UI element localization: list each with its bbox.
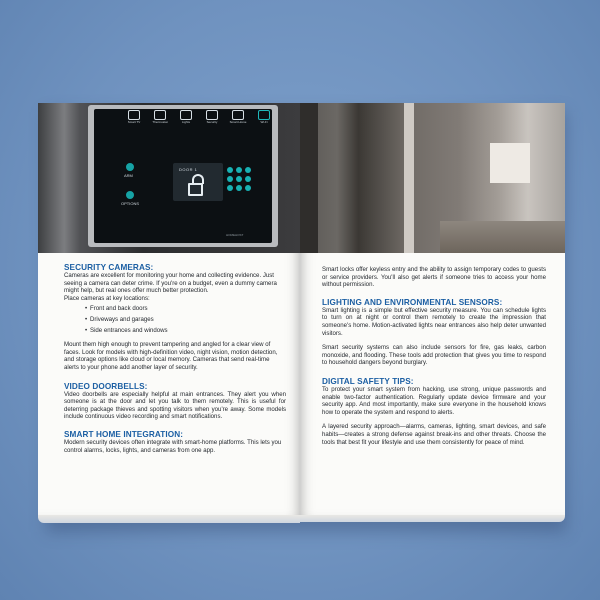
keypad-key xyxy=(236,185,242,191)
keypad-key xyxy=(236,176,242,182)
smart-home-heading: SMART HOME INTEGRATION: xyxy=(64,429,184,439)
security-panel-photo xyxy=(38,103,300,253)
light-icon xyxy=(180,110,192,124)
wifi-icon xyxy=(258,110,270,124)
lighting-para2: Smart security systems can also include sensors for fire, gas leaks, carbon monoxide, and flooding. These tools add protection that gives you time to respond to household dangers beyond burglary. xyxy=(322,344,546,367)
door-label: DOOR 1 xyxy=(179,167,198,172)
panel-icon-label: Security xyxy=(206,120,218,124)
left-page xyxy=(38,103,300,515)
list-item: • Driveways and garages xyxy=(64,316,286,324)
right-page-content xyxy=(322,266,546,446)
door-frame xyxy=(404,103,414,253)
hallway-photo xyxy=(300,103,565,253)
digital-para1: To protect your smart system from hacking, use strong, unique passwords and enable two-factor authentication. Regularly update device firmware and your security app. And most importantly, make sure everyone in the household knows how to operate the system and respond to alerts. xyxy=(322,385,546,416)
cameras-para2: Mount them high enough to prevent tampering and angled for a clear view of faces. Look for models with high-definition video, night vision, motion detection, and storage options like cloud or local memory. Cameras that send real-time alerts to your phone add another layer of security. xyxy=(64,341,278,371)
doorbells-heading: VIDEO DOORBELLS: xyxy=(64,381,148,391)
options-label: OPTIONS xyxy=(121,201,140,206)
panel-icon-label: Smart TV xyxy=(127,120,141,124)
lighting-heading: LIGHTING AND ENVIRONMENTAL SENSORS: xyxy=(322,297,503,307)
arm-label: ARM xyxy=(124,173,133,178)
keypad-key xyxy=(227,185,233,191)
right-page xyxy=(300,103,565,515)
right-page-edge xyxy=(300,515,565,522)
keypad-key xyxy=(227,176,233,182)
thermostat-icon xyxy=(152,110,168,124)
keypad xyxy=(227,167,251,191)
left-page-content xyxy=(64,263,286,454)
door-edge xyxy=(300,103,318,253)
panel-icon-label: Lights xyxy=(181,120,190,124)
camera-locations-list xyxy=(64,305,286,334)
panel-icon-label: Smart Home xyxy=(229,120,247,124)
keypad-key xyxy=(245,176,251,182)
cameras-heading: SECURITY CAMERAS: xyxy=(64,263,154,272)
keypad-key xyxy=(245,185,251,191)
list-item: • Side entrances and windows xyxy=(64,327,286,335)
locks-para: Smart locks offer keyless entry and the ability to assign temporary codes to guests or service providers. You'll also get alerts if someone tries to access your home without permission. xyxy=(322,266,546,289)
window xyxy=(490,143,530,183)
panel-icon-label: Wi-Fi xyxy=(260,120,268,124)
panel-top-icons xyxy=(127,110,270,124)
digital-para2: A layered security approach—alarms, cameras, lighting, smart devices, and safe habits—creates a strong defense against break-ins and other threats. Choose the tools that best fit your lifestyle and use them consistently for peace of mind. xyxy=(322,423,546,446)
keypad-key xyxy=(227,167,233,173)
left-page-edge xyxy=(38,515,300,523)
arm-button xyxy=(126,163,134,171)
floor xyxy=(440,221,565,253)
keypad-key xyxy=(245,167,251,173)
lock-icon xyxy=(206,110,218,124)
smart-home-para: Modern security devices often integrate with smart-home platforms. This lets you control alarms, locks, lights, and cameras from one app. xyxy=(64,438,282,454)
keypad-key xyxy=(236,167,242,173)
options-button xyxy=(126,191,134,199)
cameras-intro: Place cameras at key locations: xyxy=(64,294,150,302)
digital-heading: DIGITAL SAFETY TIPS: xyxy=(322,376,414,386)
panel-icon-label: Thermostat xyxy=(152,120,168,124)
list-item: • Front and back doors xyxy=(64,305,286,313)
home-icon xyxy=(229,110,247,124)
tv-icon xyxy=(127,110,141,124)
doorbells-para: Video doorbells are especially helpful at main entrances. They alert you when someone is at the door and let you talk to them remotely. This is useful for deterring package thieves and spotting visitors when you're away. Some models include continuous video recording and smart notifications. xyxy=(64,390,286,421)
unlock-icon xyxy=(188,183,203,196)
panel-brand: HOMEHOST xyxy=(226,233,244,237)
lighting-para1: Smart lighting is a simple but effective security measure. You can schedule lights to turn on at night or control them remotely to create the impression that someone's home. Motion-activated lights near entrances also help deter unwanted visitors. xyxy=(322,306,546,337)
cameras-para1: Cameras are excellent for monitoring your home and collecting evidence. Just seeing a camera can deter crime. If you're on a budget, even a dummy camera might help, but real ones offer much better protection. xyxy=(64,272,277,295)
